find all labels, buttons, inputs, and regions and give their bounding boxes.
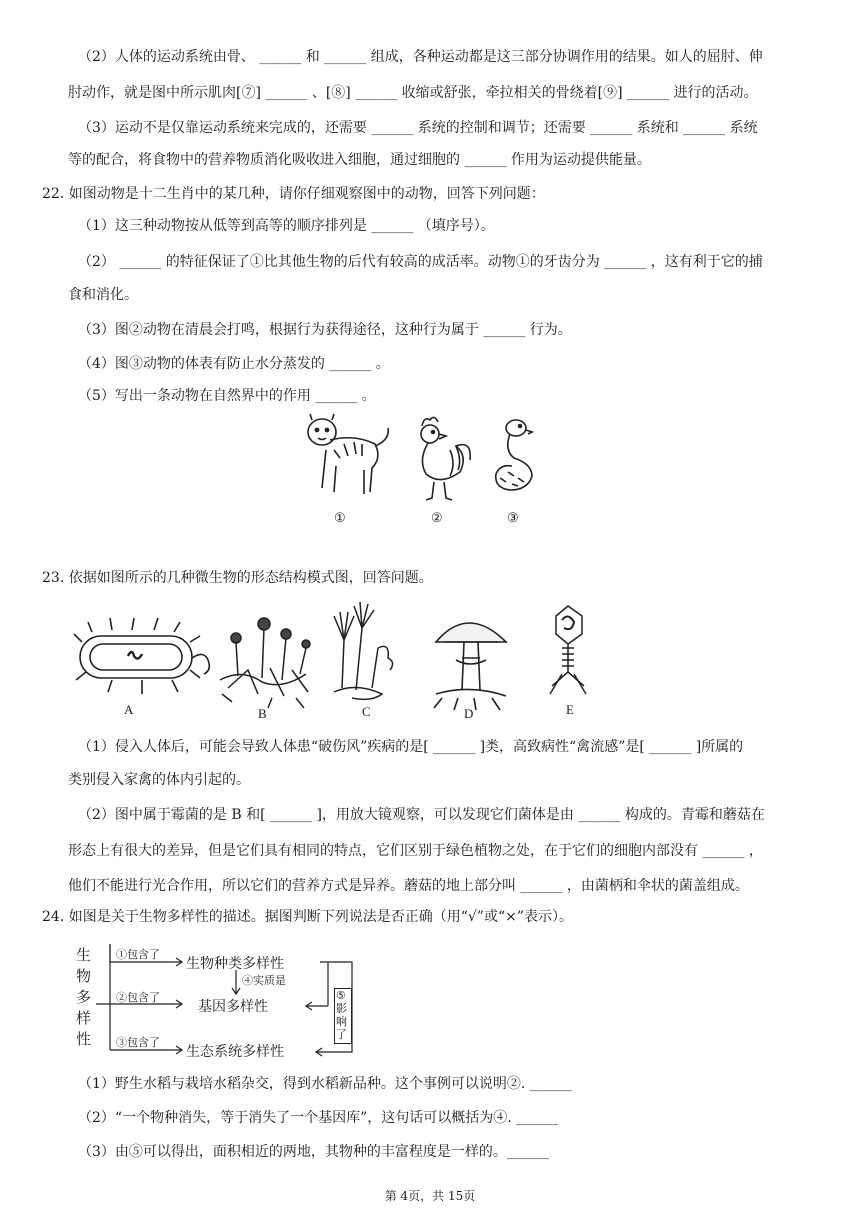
arrow-3-label: ③包含了 bbox=[116, 1037, 160, 1049]
influence-label bbox=[334, 988, 352, 1044]
figure-label-3: ③ bbox=[507, 510, 519, 525]
q23-title: 23. 依据如图所示的几种微生物的形态结构模式图，回答问题。 bbox=[42, 570, 433, 586]
biodiversity-root bbox=[76, 946, 92, 1051]
figure-label-2: ② bbox=[431, 510, 443, 525]
influence-char: ⑤ bbox=[336, 990, 346, 1002]
figure-label-a: A bbox=[124, 702, 134, 717]
q23-part2-line2: 形态上有很大的差异，但是它们具有相同的特点，它们区别于绿色植物之处，在于它们的细胞内部没有 ______ ， bbox=[68, 843, 763, 859]
ecosystem-diversity-box: 生态系统多样性 bbox=[186, 1045, 284, 1060]
rooster-drawing bbox=[421, 417, 470, 500]
figure-label-b: B bbox=[258, 706, 267, 721]
figure-label-1: ① bbox=[334, 510, 346, 525]
figure-label-c: C bbox=[362, 704, 371, 719]
biodiversity-diagram bbox=[70, 934, 370, 1062]
root-char: 生 bbox=[76, 948, 92, 964]
snake-drawing bbox=[496, 420, 532, 490]
q23-part2-line1: （2）图中属于霉菌的是 B 和[ ______ ]，用放大镜观察，可以发现它们菌体是由 ______ 构成的。青霉和蘑菇在 bbox=[78, 807, 765, 823]
bacterium-drawing bbox=[74, 618, 209, 694]
q24-part1: （1）野生水稻与栽培水稻杂交，得到水稻新品种。这个事例可以说明②. ______ bbox=[78, 1076, 572, 1092]
q22-title: 22. 如图动物是十二生肖中的某几种，请你仔细观察图中的动物，回答下列问题： bbox=[42, 186, 545, 202]
q24-part2: （2）“一个物种消失，等于消失了一个基因库”，这句话可以概括为④. ______ bbox=[78, 1110, 559, 1126]
microorganisms-figure bbox=[72, 598, 612, 726]
mold-b-drawing bbox=[220, 618, 310, 708]
q23-part1-line1: （1）侵入人体后，可能会导致人体患“破伤风”疾病的是[ ______ ]类，高致病性“禽流感”是[ ______ ]所属的 bbox=[78, 739, 744, 755]
mushroom-drawing bbox=[434, 623, 506, 710]
q22-part3: （3）图②动物在清晨会打鸣，根据行为获得途径，这种行为属于 ______ 行为。 bbox=[78, 322, 572, 338]
tiger-drawing bbox=[308, 414, 388, 494]
root-char: 性 bbox=[76, 1032, 92, 1048]
mold-c-drawing bbox=[334, 602, 393, 699]
root-char: 物 bbox=[76, 969, 92, 985]
q22-part2-line2: 食和消化。 bbox=[68, 287, 138, 303]
q23-part1-line2: 类别侵入家禽的体内引起的。 bbox=[68, 772, 250, 788]
arrow-2-label: ②包含了 bbox=[116, 992, 160, 1004]
page-footer: 第 4页，共 15页 bbox=[384, 1189, 476, 1203]
q24-title: 24. 如图是关于生物多样性的描述。据图判断下列说法是否正确（用“√”或“×”表示）。 bbox=[42, 909, 573, 925]
q21-part2-line1: （2）人体的运动系统由骨、 ______ 和 ______ 组成，各种运动都是这三部分协调作用的结果。如人的屈肘、伸 bbox=[78, 49, 763, 65]
root-char: 多 bbox=[76, 990, 92, 1006]
arrow-1-label: ①包含了 bbox=[116, 949, 160, 961]
q22-part4: （4）图③动物的体表有防止水分蒸发的 ______ 。 bbox=[78, 356, 390, 372]
q23-part2-line3: 他们不能进行光合作用，所以它们的营养方式是异养。蘑菇的地上部分叫 ______ ，由菌柄和伞状的菌盖组成。 bbox=[68, 878, 749, 894]
species-diversity-box: 生物种类多样性 bbox=[186, 957, 284, 972]
q21-part3-line2: 等的配合，将食物中的营养物质消化吸收进入细胞，通过细胞的 ______ 作用为运动提供能量。 bbox=[68, 152, 651, 168]
influence-char: 响 bbox=[336, 1016, 347, 1028]
figure-label-d: D bbox=[464, 706, 474, 721]
q24-part3: （3）由⑤可以得出，面积相近的两地，其物种的丰富程度是一样的。______ bbox=[78, 1144, 549, 1160]
genetic-diversity-box: 基因多样性 bbox=[198, 1000, 268, 1015]
q22-part1: （1）这三种动物按从低等到高等的顺序排列是 ______ （填序号）。 bbox=[78, 218, 495, 234]
influence-char: 影 bbox=[336, 1003, 347, 1015]
figure-label-e: E bbox=[566, 702, 574, 717]
q21-part2-line2: 肘动作，就是图中所示肌肉[⑦] ______ 、[⑧] ______ 收缩或舒张，牵拉相关的骨绕着[⑨] ______ 进行的活动。 bbox=[68, 85, 758, 101]
virus-drawing bbox=[550, 606, 586, 694]
q22-part2-line1: （2） ______ 的特征保证了①比其他生物的后代有较高的成活率。动物①的牙齿分为 ______ ，这有利于它的捕 bbox=[78, 254, 763, 270]
zodiac-animals-figure bbox=[300, 410, 560, 530]
essence-label: ④实质是 bbox=[242, 975, 286, 987]
q21-part3-line1: （3）运动不是仅靠运动系统来完成的，还需要 ______ 系统的控制和调节；还需要 ______ 系统和 ______ 系统 bbox=[78, 120, 758, 136]
root-char: 样 bbox=[76, 1011, 92, 1027]
q22-part5: （5）写出一条动物在自然界中的作用 ______ 。 bbox=[78, 388, 376, 404]
influence-char: 了 bbox=[336, 1029, 347, 1041]
